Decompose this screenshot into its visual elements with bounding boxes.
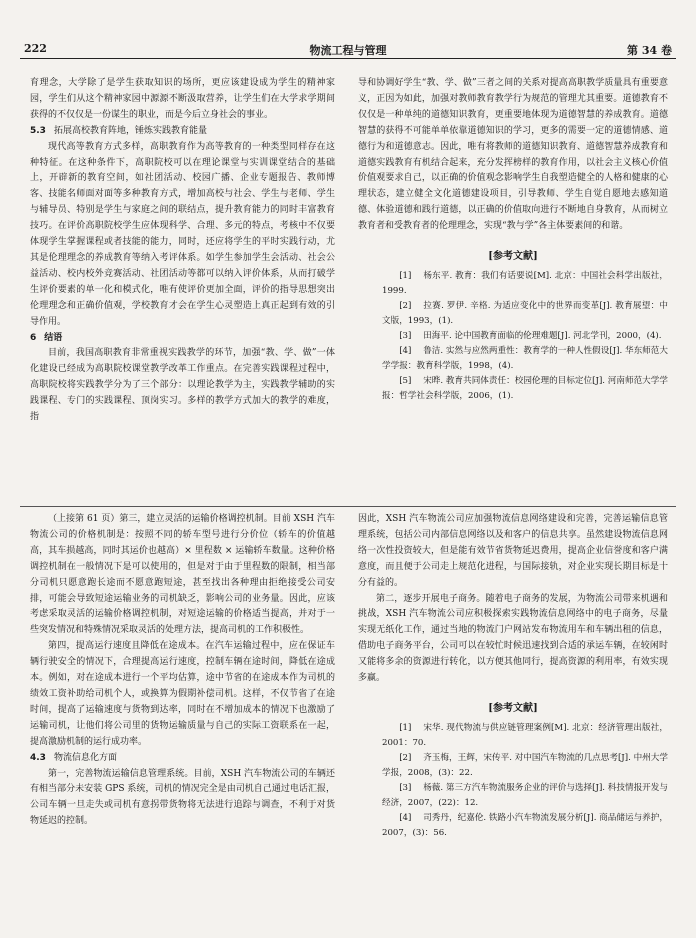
section-number: 5.3 bbox=[30, 125, 46, 136]
reference-text: 司秀丹，纪嘉伦. 铁路小汽车物流发展分析[J]. 商品储运与养护，2007，(3)：56. bbox=[382, 812, 668, 838]
reference-list bbox=[358, 721, 668, 841]
top-right-column bbox=[358, 76, 668, 404]
paragraph: 因此，XSH 汽车物流公司应加强物流信息网络建设和完善，完善运输信息管理系统，包括公司内部信息网络以及和客户的信息共享。虽然建设物流信息网络一次性投资较大，但是能有效节省货物延迟费用，提高企业信誉度和客户满意度，而且便于公司走上规范化进程，与国际接轨，对企业实现长期目标是十分有益的。 bbox=[358, 514, 668, 588]
reference-item bbox=[358, 344, 668, 374]
bottom-left-column bbox=[30, 512, 335, 830]
volume-label: 第 34 卷 bbox=[627, 44, 672, 57]
section-number: 6 bbox=[30, 332, 37, 343]
reference-number: [2] bbox=[399, 300, 412, 311]
reference-number: [2] bbox=[399, 752, 412, 763]
reference-item bbox=[358, 329, 668, 344]
paragraph: 导和协调好学生“教、学、做”三者之间的关系对提高高职教学质量具有重要意义，正因为如此，加强对教师教育教学行为规范的管理尤其重要。道德教育不仅仅是一种单纯的道德知识教育，更重要地体现为道德智慧的养成教育。道德智慧的获得不可能单单依靠道德知识的学习，更多的需要一定的道德情感、道德行为和道德意志。因此，唯有将教师的道德知识教育、道德智慧养成教育和道德实践教育有机结合起来，充分发挥榜样的教育作用，以社会主义核心价值价值观要求自己，以正确的价值观念影响学生自我塑造健全的人格和健康的心理状态，建立健全文化道德建设项目，引导教师、学生自觉自愿地去感知道德、体验道德和践行道德，以正确的价值取向进行不断地自身教育，从而树立教育者和受教育者的伦理理念，实现“教与学”各主体要素间的和谐。 bbox=[358, 78, 668, 232]
reference-item bbox=[358, 751, 668, 781]
reference-item bbox=[358, 269, 668, 299]
reference-number: [3] bbox=[399, 782, 412, 793]
reference-text: 宋晔. 教育共同体责任：校园伦理的目标定位[J]. 河南师范大学学报：哲学社会科学版，2006，(1). bbox=[382, 375, 668, 401]
article-divider bbox=[20, 506, 676, 507]
reference-number: [4] bbox=[399, 345, 412, 356]
section-heading-6 bbox=[30, 331, 335, 347]
reference-item bbox=[358, 811, 668, 841]
references-title: [参考文献] bbox=[488, 702, 538, 714]
section-heading-5-3 bbox=[30, 124, 335, 140]
paragraph: 第四，提高运行速度且降低在途成本。在汽车运输过程中，应在保证车辆行驶安全的情况下，合理提高运行速度，控制车辆在途时间，降低在途成本。例如，对在途成本进行一个平均估算，途中节省的在途成本作为司机的绩效工资补助给司机个人，或换算为假期补偿司机。这样，不仅节省了在途时间，提高了运输速度与货物到达率，同时在不增加成本的情况下也激励了运输司机，让他们将公司里的货物运输质量与自己的实际工资联系在一起，提高激励机制的运行成功率。 bbox=[30, 641, 335, 747]
reference-text: 杨薇. 第三方汽车物流服务企业的评价与选择[J]. 科技情报开发与经济，2007，(22)：12. bbox=[382, 782, 668, 808]
bottom-right-column bbox=[358, 512, 668, 841]
reference-number: [1] bbox=[399, 270, 412, 281]
reference-list bbox=[358, 269, 668, 404]
page-number: 222 bbox=[24, 42, 47, 55]
paragraph: （上接第 61 页）第三，建立灵活的运输价格调控机制。目前 XSH 汽车物流公司的价格机制是：按照不同的轿车型号进行分价位（轿车的价值越高，其车损越高，同时其运价也越高）× 里程数 × 运输轿车数量。这种价格调控机制在一般情况下是可以使用的，但是对于由于里程数的限制，相当部分司机只愿意跑长途而不愿意跑短途，甚至找出各种理由拒绝接受公司安排，可能会导致短途运输业务的司机缺乏，影响公司的业务量。因此，应该考虑采取灵活的运输价格调控机制，对短途运输的价格适当提高，并对于一些突发情况和特殊情况采取灵活的处理方法，提高司机的工作积极性。 bbox=[30, 514, 335, 636]
section-title: 物流信息化方面 bbox=[53, 752, 117, 763]
reference-item bbox=[358, 721, 668, 751]
section-title: 结语 bbox=[44, 332, 63, 343]
reference-text: 田海平. 论中国教育面临的伦理难题[J]. 河北学刊，2000，(4). bbox=[423, 330, 662, 341]
reference-number: [3] bbox=[399, 330, 412, 341]
section-heading-4-3 bbox=[30, 751, 335, 767]
reference-number: [5] bbox=[399, 375, 412, 386]
reference-number: [1] bbox=[399, 722, 412, 733]
reference-item bbox=[358, 781, 668, 811]
paragraph: 第二，逐步开展电子商务。随着电子商务的发展，为物流公司带来机遇和挑战，XSH 汽车物流公司应积极探索实践物流信息网络中的电子商务，尽量实现无纸化工作，通过当地的物流门户网站发布物流用车和车辆出租的信息，借助电子商务平台，公司可以在较忙时候迅速找到合适的承运车辆，在较闲时又能将多余的资源进行转化，以方便其他同行，提高资源的利用率，有效实现多赢。 bbox=[358, 593, 668, 684]
section-title: 拓展高校教育阵地，锤炼实践教育能量 bbox=[53, 125, 207, 136]
top-left-column bbox=[30, 76, 335, 426]
references-title: [参考文献] bbox=[488, 251, 538, 263]
section-number: 4.3 bbox=[30, 752, 46, 763]
reference-text: 鲁洁. 实然与应然两重性：教育学的一种人性假设[J]. 华东师范大学学报：教育科学版，1998，(4). bbox=[382, 345, 668, 371]
reference-text: 齐玉梅，王辉，宋传平. 对中国汽车物流的几点思考[J]. 中州大学学报，2008，(3)：22. bbox=[382, 752, 668, 778]
journal-title: 物流工程与管理 bbox=[309, 44, 387, 57]
reference-number: [4] bbox=[399, 812, 412, 823]
reference-text: 宋华. 现代物流与供应链管理案例[M]. 北京：经济管理出版社，2001：70. bbox=[382, 722, 668, 748]
running-header bbox=[20, 40, 676, 59]
paragraph: 第一，完善物流运输信息管理系统。目前，XSH 汽车物流公司的车辆还有相当部分未安装 GPS 系统，司机的情况完全是由司机自己通过电话汇报，公司车辆一旦走失或司机有意拐带货物将无法进行追踪与调查，不利于对货物延迟的控制。 bbox=[30, 768, 335, 827]
paragraph: 目前，我国高职教育非常重视实践教学的环节，加强“教、学、做”一体化建设已经成为高职院校课堂教学改革工作重点。在完善实践课程过程中，高职院校将实践教学分为了三个部分：以理论教学为主，实践教学辅助的实践课程、专门的实践课程、顶岗实习。多样的教学方式加大的教学的难度，指 bbox=[30, 348, 335, 423]
paragraph: 育理念，大学除了是学生获取知识的场所，更应该建设成为学生的精神家园，学生们从这个精神家园中源源不断汲取营养，让学生们在大学求学期间获得的不仅仅是一份谋生的职业，而是今后立身社会的事业。 bbox=[30, 78, 335, 120]
reference-item bbox=[358, 374, 668, 404]
reference-text: 拉赛. 罗伊. 辛格. 为适应变化中的世界而变革[J]. 教育展望：中文版，1993，(1). bbox=[382, 300, 668, 326]
paragraph: 现代高等教育方式多样，高职教育作为高等教育的一种类型同样存在这种特征。在这种条件下，高职院校可以在理论课堂与实训课堂结合的基础上，开辟新的教育空间，如社团活动、校园广播、企业专题报告、教师博客、技能名师面对面等多种教育方式，增加高校与社会、学生与老师、学生与辅导员、特别是学生与家庭之间的联结点，提升教育能力的同时丰富教育技巧。在评价高职院校学生应体现科学、合理、多元的特点，考核中不仅要体现学生掌握课程或者技能的能力，同时，还应将学生的平时实践行动，尤其是伦理理念的养成教育等纳入考评体系。如学生参加学生会活动、社会公益活动、校内校外竞赛活动、社团活动等都可以纳入评价体系，从而打破学生评价要素的单一化和模式化，唯有使评价更加全面，评价的指导思想突出伦理理念和正确价值观，学校教育才会在学生心灵塑造上真正起到有效的引导作用。 bbox=[30, 141, 335, 327]
reference-text: 杨东平. 教育：我们有话要说[M]. 北京：中国社会科学出版社，1999. bbox=[382, 270, 668, 296]
reference-item bbox=[358, 299, 668, 329]
